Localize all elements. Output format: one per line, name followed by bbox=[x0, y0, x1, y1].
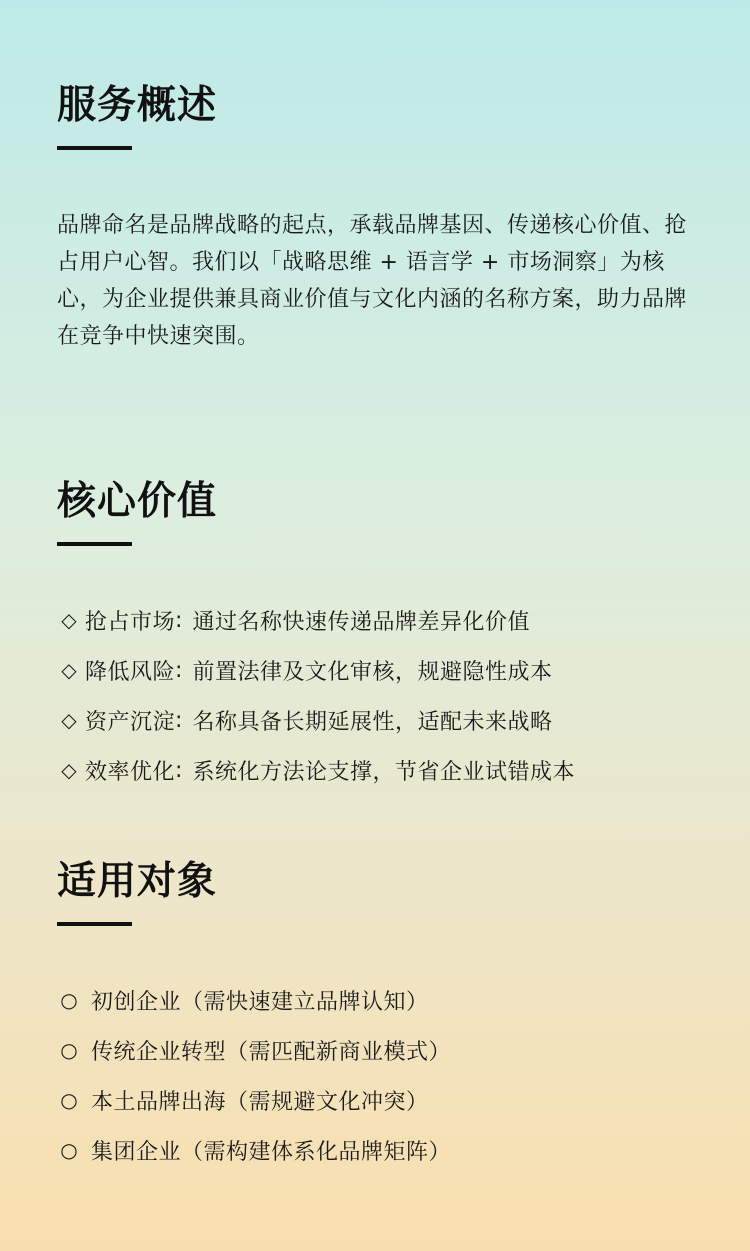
audience-item-text: 集团企业（需构建体系化品牌矩阵） bbox=[91, 1139, 452, 1165]
overview-title-underline bbox=[57, 146, 132, 150]
value-item-desc: 名称具备长期延展性，适配未来战略 bbox=[192, 709, 553, 735]
overview-section bbox=[57, 82, 707, 150]
values-title: 核心价值 bbox=[57, 479, 218, 524]
value-item-separator: : bbox=[175, 707, 183, 733]
diamond-outline-icon: ◇ bbox=[61, 608, 77, 632]
value-item-reduce-risk bbox=[57, 645, 717, 695]
audience-item-startup bbox=[57, 975, 717, 1025]
audience-title: 适用对象 bbox=[57, 859, 218, 904]
audience-title-underline bbox=[57, 922, 132, 926]
audience-item-group bbox=[57, 1125, 717, 1175]
circle-outline-icon: ○ bbox=[60, 1138, 78, 1162]
circle-outline-icon: ○ bbox=[60, 988, 78, 1012]
circle-outline-icon: ○ bbox=[60, 1088, 78, 1112]
overview-text: 品牌命名是品牌战略的起点，承载品牌基因、传递核心价值、抢占用户心智。我们以「战略思维 + 语言学 + 市场洞察」为核心，为企业提供兼具商业价值与文化内涵的名称方案，助力品牌在竞争中快速突围。 bbox=[57, 213, 688, 349]
value-item-separator: : bbox=[175, 757, 183, 783]
audience-item-going-global bbox=[57, 1075, 717, 1125]
value-item-key: 效率优化 bbox=[85, 759, 176, 785]
value-item-asset-accumulation bbox=[57, 695, 717, 745]
circle-outline-icon: ○ bbox=[60, 1038, 78, 1062]
overview-title: 服务概述 bbox=[57, 83, 218, 128]
value-item-desc: 通过名称快速传递品牌差异化价值 bbox=[192, 609, 530, 635]
value-item-desc: 前置法律及文化审核，规避隐性成本 bbox=[192, 659, 553, 685]
audience-item-text: 传统企业转型（需匹配新商业模式） bbox=[91, 1039, 452, 1065]
audience-list bbox=[57, 975, 717, 1175]
value-item-desc: 系统化方法论支撑，节省企业试错成本 bbox=[192, 759, 575, 785]
audience-section bbox=[57, 858, 707, 926]
value-item-capture-market bbox=[57, 595, 717, 645]
values-section bbox=[57, 478, 707, 546]
value-item-efficiency bbox=[57, 745, 717, 795]
values-title-underline bbox=[57, 542, 132, 546]
value-item-separator: : bbox=[175, 607, 183, 633]
audience-item-transformation bbox=[57, 1025, 717, 1075]
audience-item-text: 本土品牌出海（需规避文化冲突） bbox=[91, 1089, 429, 1115]
diamond-outline-icon: ◇ bbox=[61, 658, 77, 682]
value-item-key: 抢占市场 bbox=[85, 609, 176, 635]
diamond-outline-icon: ◇ bbox=[61, 708, 77, 732]
diamond-outline-icon: ◇ bbox=[61, 758, 77, 782]
values-list bbox=[57, 595, 717, 795]
audience-item-text: 初创企业（需快速建立品牌认知） bbox=[91, 989, 429, 1015]
value-item-separator: : bbox=[175, 657, 183, 683]
value-item-key: 资产沉淀 bbox=[85, 709, 176, 735]
value-item-key: 降低风险 bbox=[85, 659, 176, 685]
